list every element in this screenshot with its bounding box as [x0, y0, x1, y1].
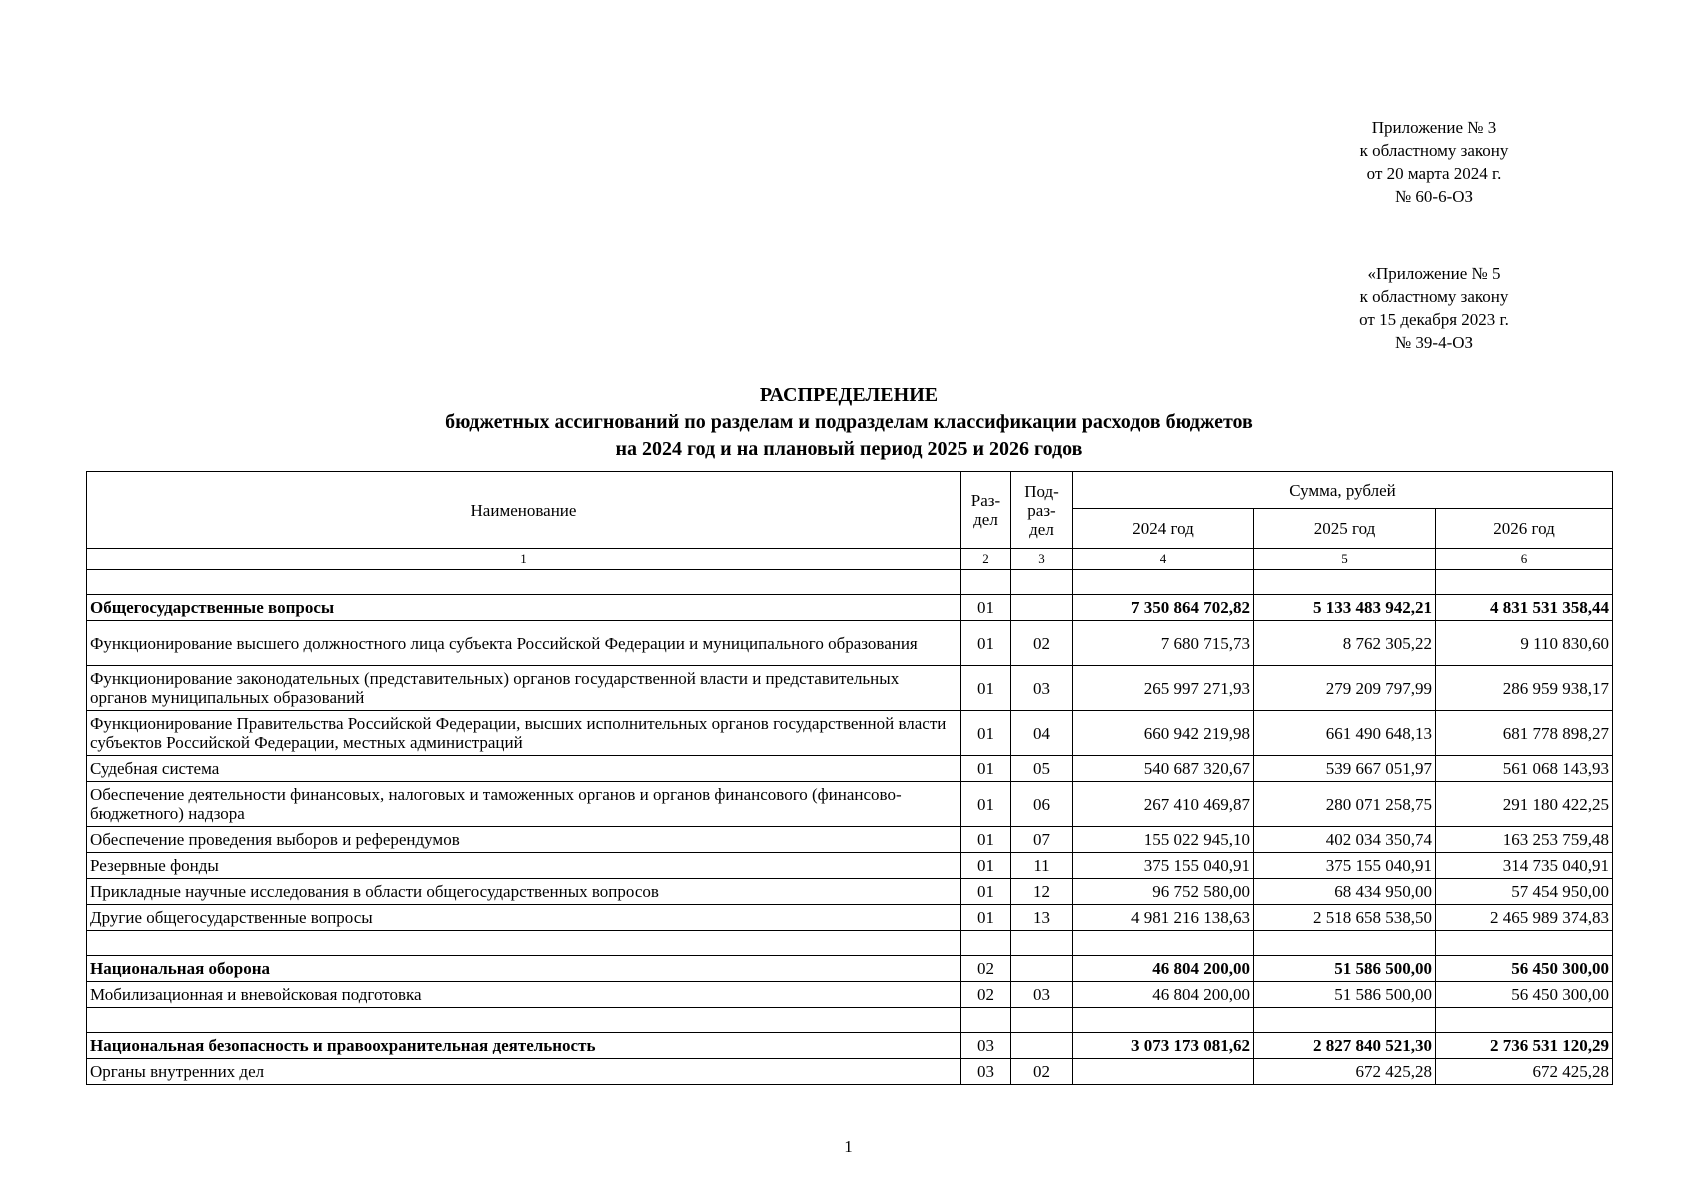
row-amount-2025: 68 434 950,00 [1254, 879, 1436, 905]
row-amount-2024: 155 022 945,10 [1073, 827, 1254, 853]
title-line-1: РАСПРЕДЕЛЕНИЕ [759, 384, 939, 406]
header-section-line-2: дел [973, 510, 998, 529]
row-name [87, 931, 961, 956]
row-name: Прикладные научные исследования в области общегосударственных вопросов [87, 879, 961, 905]
row-section: 02 [961, 956, 1011, 982]
row-section: 02 [961, 982, 1011, 1008]
table-row-section-total [87, 1033, 1613, 1059]
header-year-2026: 2026 год [1436, 509, 1613, 549]
document-title [86, 382, 1612, 463]
row-subsection: 07 [1011, 827, 1073, 853]
row-section: 01 [961, 879, 1011, 905]
table-row [87, 879, 1613, 905]
column-number: 3 [1011, 549, 1073, 570]
title-line-2: бюджетных ассигнований по разделам и подразделам классификации расходов бюджетов [445, 411, 1253, 433]
row-section: 01 [961, 595, 1011, 621]
row-amount-2025: 280 071 258,75 [1254, 782, 1436, 827]
table-row [87, 905, 1613, 931]
table-row [87, 1059, 1613, 1085]
row-subsection [1011, 570, 1073, 595]
appendix-original-line-3: от 15 декабря 2023 г. [1359, 310, 1509, 329]
row-subsection [1011, 956, 1073, 982]
row-amount-2025 [1254, 931, 1436, 956]
row-amount-2024 [1073, 931, 1254, 956]
column-number: 5 [1254, 549, 1436, 570]
row-name: Функционирование высшего должностного лица субъекта Российской Федерации и муниципального образования [87, 621, 961, 666]
row-amount-2025: 51 586 500,00 [1254, 956, 1436, 982]
row-amount-2025: 661 490 648,13 [1254, 711, 1436, 756]
row-amount-2026: 2 736 531 120,29 [1436, 1033, 1613, 1059]
row-name: Резервные фонды [87, 853, 961, 879]
row-subsection [1011, 931, 1073, 956]
table-row-spacer [87, 570, 1613, 595]
table-row [87, 711, 1613, 756]
row-amount-2025: 2 518 658 538,50 [1254, 905, 1436, 931]
row-name: Национальная безопасность и правоохранительная деятельность [87, 1033, 961, 1059]
header-section [961, 472, 1011, 549]
row-section: 01 [961, 905, 1011, 931]
row-amount-2024: 265 997 271,93 [1073, 666, 1254, 711]
table-row [87, 853, 1613, 879]
table-row-spacer [87, 1008, 1613, 1033]
row-amount-2024: 660 942 219,98 [1073, 711, 1254, 756]
row-amount-2024: 7 680 715,73 [1073, 621, 1254, 666]
row-amount-2026 [1436, 931, 1613, 956]
row-name: Другие общегосударственные вопросы [87, 905, 961, 931]
column-number: 2 [961, 549, 1011, 570]
row-amount-2024: 7 350 864 702,82 [1073, 595, 1254, 621]
row-amount-2025: 2 827 840 521,30 [1254, 1033, 1436, 1059]
row-amount-2025 [1254, 1008, 1436, 1033]
appendix-original-line-1: «Приложение № 5 [1367, 264, 1501, 283]
row-amount-2024: 3 073 173 081,62 [1073, 1033, 1254, 1059]
row-name: Обеспечение проведения выборов и референдумов [87, 827, 961, 853]
table-header [87, 472, 1613, 570]
row-amount-2025: 5 133 483 942,21 [1254, 595, 1436, 621]
row-amount-2026: 4 831 531 358,44 [1436, 595, 1613, 621]
row-amount-2025: 375 155 040,91 [1254, 853, 1436, 879]
column-number: 1 [87, 549, 961, 570]
row-amount-2025: 51 586 500,00 [1254, 982, 1436, 1008]
row-amount-2026: 56 450 300,00 [1436, 982, 1613, 1008]
row-subsection: 03 [1011, 982, 1073, 1008]
row-section: 01 [961, 853, 1011, 879]
row-name: Общегосударственные вопросы [87, 595, 961, 621]
page-number: 1 [844, 1137, 853, 1156]
row-name: Мобилизационная и вневойсковая подготовка [87, 982, 961, 1008]
header-subsection-line-2: раз- [1027, 500, 1056, 520]
header-subsection [1011, 472, 1073, 549]
row-amount-2026 [1436, 1008, 1613, 1033]
row-amount-2026: 286 959 938,17 [1436, 666, 1613, 711]
table-row [87, 827, 1613, 853]
row-amount-2024: 540 687 320,67 [1073, 756, 1254, 782]
row-amount-2024: 4 981 216 138,63 [1073, 905, 1254, 931]
row-amount-2026: 2 465 989 374,83 [1436, 905, 1613, 931]
row-section: 01 [961, 666, 1011, 711]
row-amount-2024 [1073, 570, 1254, 595]
header-amount: Сумма, рублей [1073, 472, 1613, 509]
row-amount-2026: 163 253 759,48 [1436, 827, 1613, 853]
row-amount-2026: 672 425,28 [1436, 1059, 1613, 1085]
table-row [87, 982, 1613, 1008]
row-subsection: 11 [1011, 853, 1073, 879]
row-name [87, 1008, 961, 1033]
row-name [87, 570, 961, 595]
table-row [87, 621, 1613, 666]
row-subsection: 04 [1011, 711, 1073, 756]
appendix-original-block [1304, 262, 1564, 354]
row-section: 01 [961, 782, 1011, 827]
appendix-current-line-2: к областному закону [1359, 141, 1509, 160]
row-amount-2024: 375 155 040,91 [1073, 853, 1254, 879]
row-subsection: 06 [1011, 782, 1073, 827]
table-row [87, 756, 1613, 782]
row-amount-2025: 8 762 305,22 [1254, 621, 1436, 666]
table-row-spacer [87, 931, 1613, 956]
row-subsection [1011, 1033, 1073, 1059]
row-amount-2024: 46 804 200,00 [1073, 982, 1254, 1008]
row-subsection: 13 [1011, 905, 1073, 931]
appendix-original-line-4: № 39-4-ОЗ [1394, 333, 1474, 352]
row-amount-2024 [1073, 1059, 1254, 1085]
header-section-line-1: Раз- [970, 491, 1001, 510]
header-subsection-line-3: дел [1029, 519, 1054, 539]
row-name: Обеспечение деятельности финансовых, налоговых и таможенных органов и органов финансового (финансово-бюджетного) надзора [87, 782, 961, 827]
row-section: 03 [961, 1033, 1011, 1059]
row-subsection: 02 [1011, 621, 1073, 666]
row-amount-2025: 539 667 051,97 [1254, 756, 1436, 782]
row-name: Судебная система [87, 756, 961, 782]
header-year-2025: 2025 год [1254, 509, 1436, 549]
row-name: Функционирование Правительства Российской Федерации, высших исполнительных органов государственной власти субъектов Российской Федерации, местных администраций [87, 711, 961, 756]
row-subsection: 02 [1011, 1059, 1073, 1085]
row-section: 01 [961, 827, 1011, 853]
row-subsection: 03 [1011, 666, 1073, 711]
row-section [961, 570, 1011, 595]
row-section: 01 [961, 621, 1011, 666]
appendix-current-line-1: Приложение № 3 [1371, 118, 1497, 137]
table-row-section-total [87, 595, 1613, 621]
row-name: Органы внутренних дел [87, 1059, 961, 1085]
row-name: Функционирование законодательных (представительных) органов государственной власти и представительных органов муниципальных образований [87, 666, 961, 711]
row-subsection [1011, 1008, 1073, 1033]
row-amount-2024 [1073, 1008, 1254, 1033]
row-amount-2026: 56 450 300,00 [1436, 956, 1613, 982]
row-amount-2026: 291 180 422,25 [1436, 782, 1613, 827]
row-amount-2024: 46 804 200,00 [1073, 956, 1254, 982]
title-line-3: на 2024 год и на плановый период 2025 и 2026 годов [615, 438, 1083, 460]
table-row [87, 782, 1613, 827]
budget-table [86, 471, 1613, 1085]
row-amount-2026: 314 735 040,91 [1436, 853, 1613, 879]
row-amount-2026: 561 068 143,93 [1436, 756, 1613, 782]
row-amount-2024: 267 410 469,87 [1073, 782, 1254, 827]
table-body [87, 570, 1613, 1085]
row-amount-2026: 9 110 830,60 [1436, 621, 1613, 666]
row-name: Национальная оборона [87, 956, 961, 982]
row-subsection: 12 [1011, 879, 1073, 905]
appendix-current-block [1304, 116, 1564, 208]
row-amount-2026: 57 454 950,00 [1436, 879, 1613, 905]
appendix-original-line-2: к областному закону [1359, 287, 1509, 306]
column-number: 4 [1073, 549, 1254, 570]
row-amount-2025: 672 425,28 [1254, 1059, 1436, 1085]
header-name: Наименование [87, 472, 961, 549]
header-year-2024: 2024 год [1073, 509, 1254, 549]
row-amount-2024: 96 752 580,00 [1073, 879, 1254, 905]
row-section: 01 [961, 756, 1011, 782]
row-amount-2025: 402 034 350,74 [1254, 827, 1436, 853]
row-amount-2025 [1254, 570, 1436, 595]
table-row-section-total [87, 956, 1613, 982]
row-subsection: 05 [1011, 756, 1073, 782]
appendix-current-line-3: от 20 марта 2024 г. [1366, 164, 1502, 183]
row-section: 03 [961, 1059, 1011, 1085]
row-section [961, 931, 1011, 956]
row-section [961, 1008, 1011, 1033]
row-amount-2026 [1436, 570, 1613, 595]
row-subsection [1011, 595, 1073, 621]
header-subsection-line-1: Под- [1024, 481, 1059, 501]
row-amount-2025: 279 209 797,99 [1254, 666, 1436, 711]
table-row [87, 666, 1613, 711]
column-number: 6 [1436, 549, 1613, 570]
row-section: 01 [961, 711, 1011, 756]
appendix-current-line-4: № 60-6-ОЗ [1394, 187, 1474, 206]
row-amount-2026: 681 778 898,27 [1436, 711, 1613, 756]
